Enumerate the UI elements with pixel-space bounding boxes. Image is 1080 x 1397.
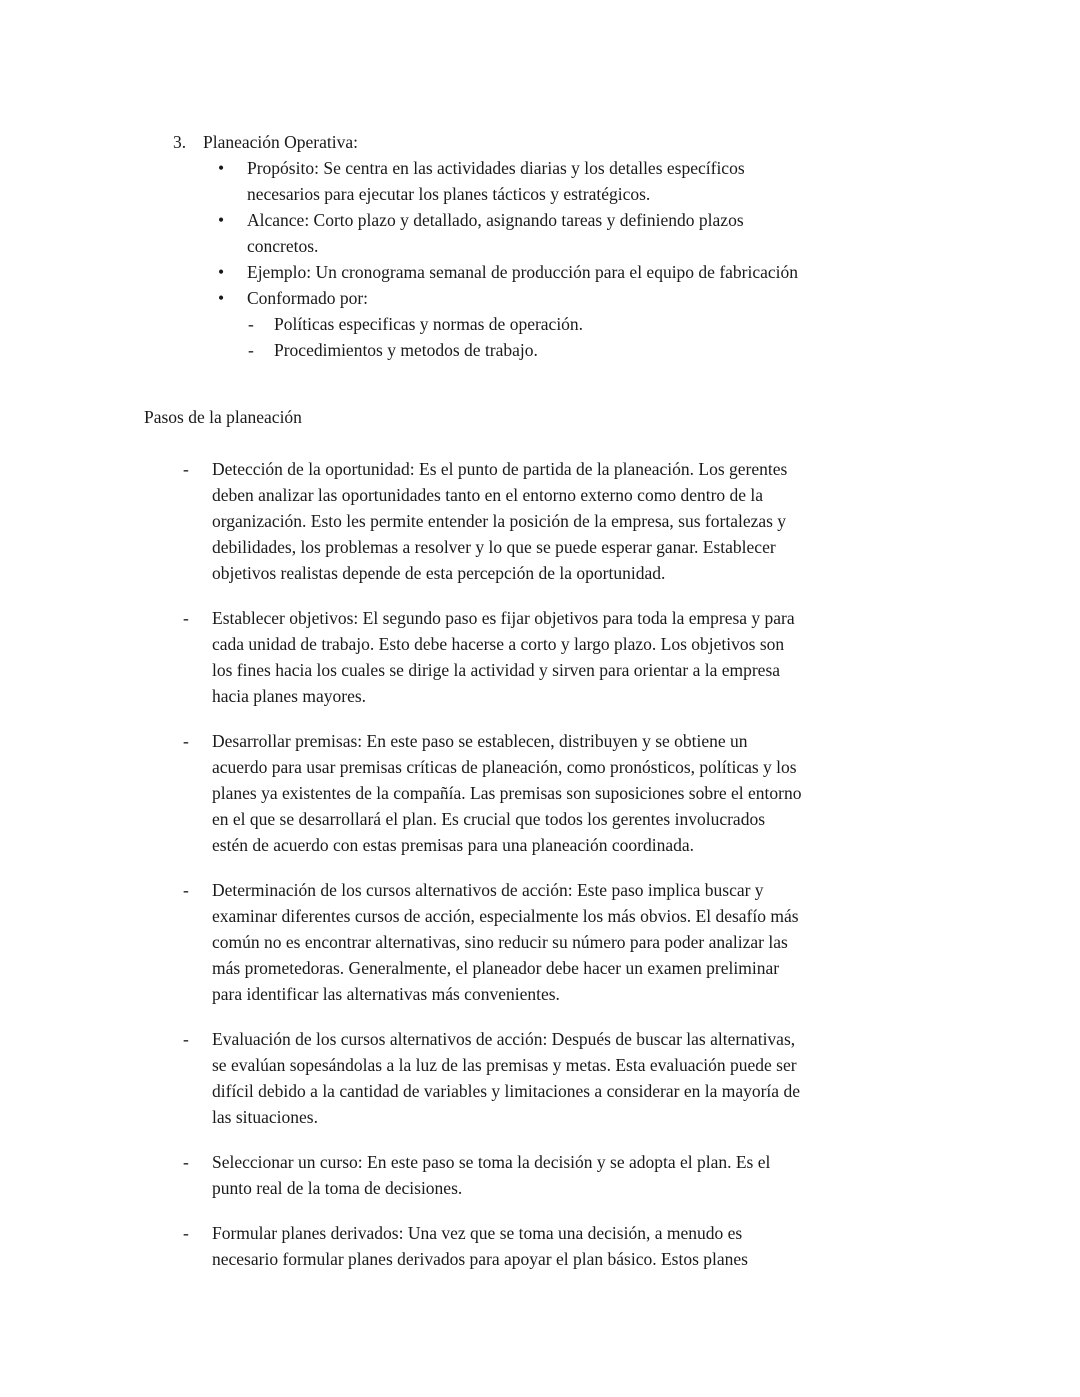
steps-list <box>144 456 949 1272</box>
text-line: Formular planes derivados: Una vez que se toma una decisión, a menudo es <box>212 1223 743 1243</box>
text-line: en el que se desarrollará el plan. Es crucial que todos los gerentes involucrados <box>212 809 766 829</box>
text-line: Procedimientos y metodos de trabajo. <box>274 340 538 360</box>
dash-icon: - <box>248 340 254 360</box>
text-line: deben analizar las oportunidades tanto en el entorno externo como dentro de la <box>212 485 764 505</box>
bullet-text <box>247 259 949 285</box>
text-line: Evaluación de los cursos alternativos de acción: Después de buscar las alternativas, <box>212 1029 796 1049</box>
text-line: se evalúan sopesándolas a la luz de las premisas y metas. Esta evaluación puede ser <box>212 1055 797 1075</box>
bullet-text <box>247 155 949 207</box>
step-text <box>212 605 949 709</box>
step-item-desarrollar-premisas <box>144 728 949 858</box>
text-line: objetivos realistas depende de esta percepción de la oportunidad. <box>212 563 666 583</box>
step-item-evaluacion-cursos <box>144 1026 949 1130</box>
dash-icon: - <box>183 1152 189 1172</box>
text-line: las situaciones. <box>212 1107 318 1127</box>
section-heading: Pasos de la planeación <box>144 407 302 427</box>
text-line: concretos. <box>247 236 319 256</box>
text-line: Desarrollar premisas: En este paso se establecen, distribuyen y se obtiene un <box>212 731 748 751</box>
bullet-item-ejemplo <box>144 259 949 285</box>
step-text <box>212 877 949 1007</box>
text-line: Determinación de los cursos alternativos de acción: Este paso implica buscar y <box>212 880 764 900</box>
step-item-determinacion-cursos <box>144 877 949 1007</box>
bullet-item-alcance <box>144 207 949 259</box>
dash-icon: - <box>248 314 254 334</box>
text-line: Conformado por: <box>247 288 369 308</box>
text-line: Propósito: Se centra en las actividades diarias y los detalles específicos <box>247 158 745 178</box>
step-item-deteccion-oportunidad <box>144 456 949 586</box>
sub-item-text <box>274 311 949 337</box>
text-line: examinar diferentes cursos de acción, especialmente los más obvios. El desafío más <box>212 906 799 926</box>
bullet-icon: • <box>218 288 225 308</box>
text-line: común no es encontrar alternativas, sino reducir su número para poder analizar las <box>212 932 788 952</box>
bullet-icon: • <box>218 158 225 178</box>
text-line: los fines hacia los cuales se dirige la actividad y sirven para orientar a la empresa <box>212 660 781 680</box>
dash-icon: - <box>183 1223 189 1243</box>
sub-item-politicas <box>144 311 949 337</box>
text-line: punto real de la toma de decisiones. <box>212 1178 463 1198</box>
step-text <box>212 456 949 586</box>
sub-item-text <box>274 337 949 363</box>
text-line: Establecer objetivos: El segundo paso es fijar objetivos para toda la empresa y para <box>212 608 795 628</box>
document-content <box>144 129 949 1272</box>
text-line: para identificar las alternativas más convenientes. <box>212 984 560 1004</box>
text-line: necesario formular planes derivados para apoyar el plan básico. Estos planes <box>212 1249 748 1269</box>
bullet-text <box>247 207 949 259</box>
text-line: planes ya existentes de la compañía. Las premisas son suposiciones sobre el entorno <box>212 783 802 803</box>
text-line: Seleccionar un curso: En este paso se toma la decisión y se adopta el plan. Es el <box>212 1152 771 1172</box>
text-line: acuerdo para usar premisas críticas de planeación, como pronósticos, políticas y los <box>212 757 797 777</box>
step-text <box>212 1026 949 1130</box>
text-line: Detección de la oportunidad: Es el punto de partida de la planeación. Los gerentes <box>212 459 788 479</box>
step-item-seleccionar-curso <box>144 1149 949 1201</box>
bullet-icon: • <box>218 262 225 282</box>
bullet-icon: • <box>218 210 225 230</box>
step-text <box>212 1220 949 1272</box>
text-line: organización. Esto les permite entender la posición de la empresa, sus fortalezas y <box>212 511 787 531</box>
text-line: Alcance: Corto plazo y detallado, asignando tareas y definiendo plazos <box>247 210 744 230</box>
dash-icon: - <box>183 608 189 628</box>
step-item-establecer-objetivos <box>144 605 949 709</box>
dash-icon: - <box>183 1029 189 1049</box>
sub-item-procedimientos <box>144 337 949 363</box>
text-line: hacia planes mayores. <box>212 686 367 706</box>
numbered-item-title: Planeación Operativa: <box>203 132 359 152</box>
bullet-text <box>247 285 949 311</box>
dash-icon: - <box>183 731 189 751</box>
text-line: estén de acuerdo con estas premisas para una planeación coordinada. <box>212 835 695 855</box>
step-text <box>212 1149 949 1201</box>
dash-icon: - <box>183 459 189 479</box>
list-number: 3. <box>173 132 187 152</box>
bullet-item-proposito <box>144 155 949 207</box>
text-line: cada unidad de trabajo. Esto debe hacerse a corto y largo plazo. Los objetivos son <box>212 634 785 654</box>
text-line: Políticas especificas y normas de operación. <box>274 314 584 334</box>
step-text <box>212 728 949 858</box>
text-line: difícil debido a la cantidad de variables y limitaciones a considerar en la mayoría de <box>212 1081 800 1101</box>
text-line: más prometedoras. Generalmente, el planeador debe hacer un examen preliminar <box>212 958 780 978</box>
step-item-formular-planes <box>144 1220 949 1272</box>
bullet-item-conformado <box>144 285 949 311</box>
text-line: Ejemplo: Un cronograma semanal de producción para el equipo de fabricación <box>247 262 799 282</box>
text-line: necesarios para ejecutar los planes tácticos y estratégicos. <box>247 184 651 204</box>
text-line: debilidades, los problemas a resolver y lo que se puede esperar ganar. Establecer <box>212 537 776 557</box>
dash-icon: - <box>183 880 189 900</box>
numbered-item-3 <box>144 129 949 155</box>
